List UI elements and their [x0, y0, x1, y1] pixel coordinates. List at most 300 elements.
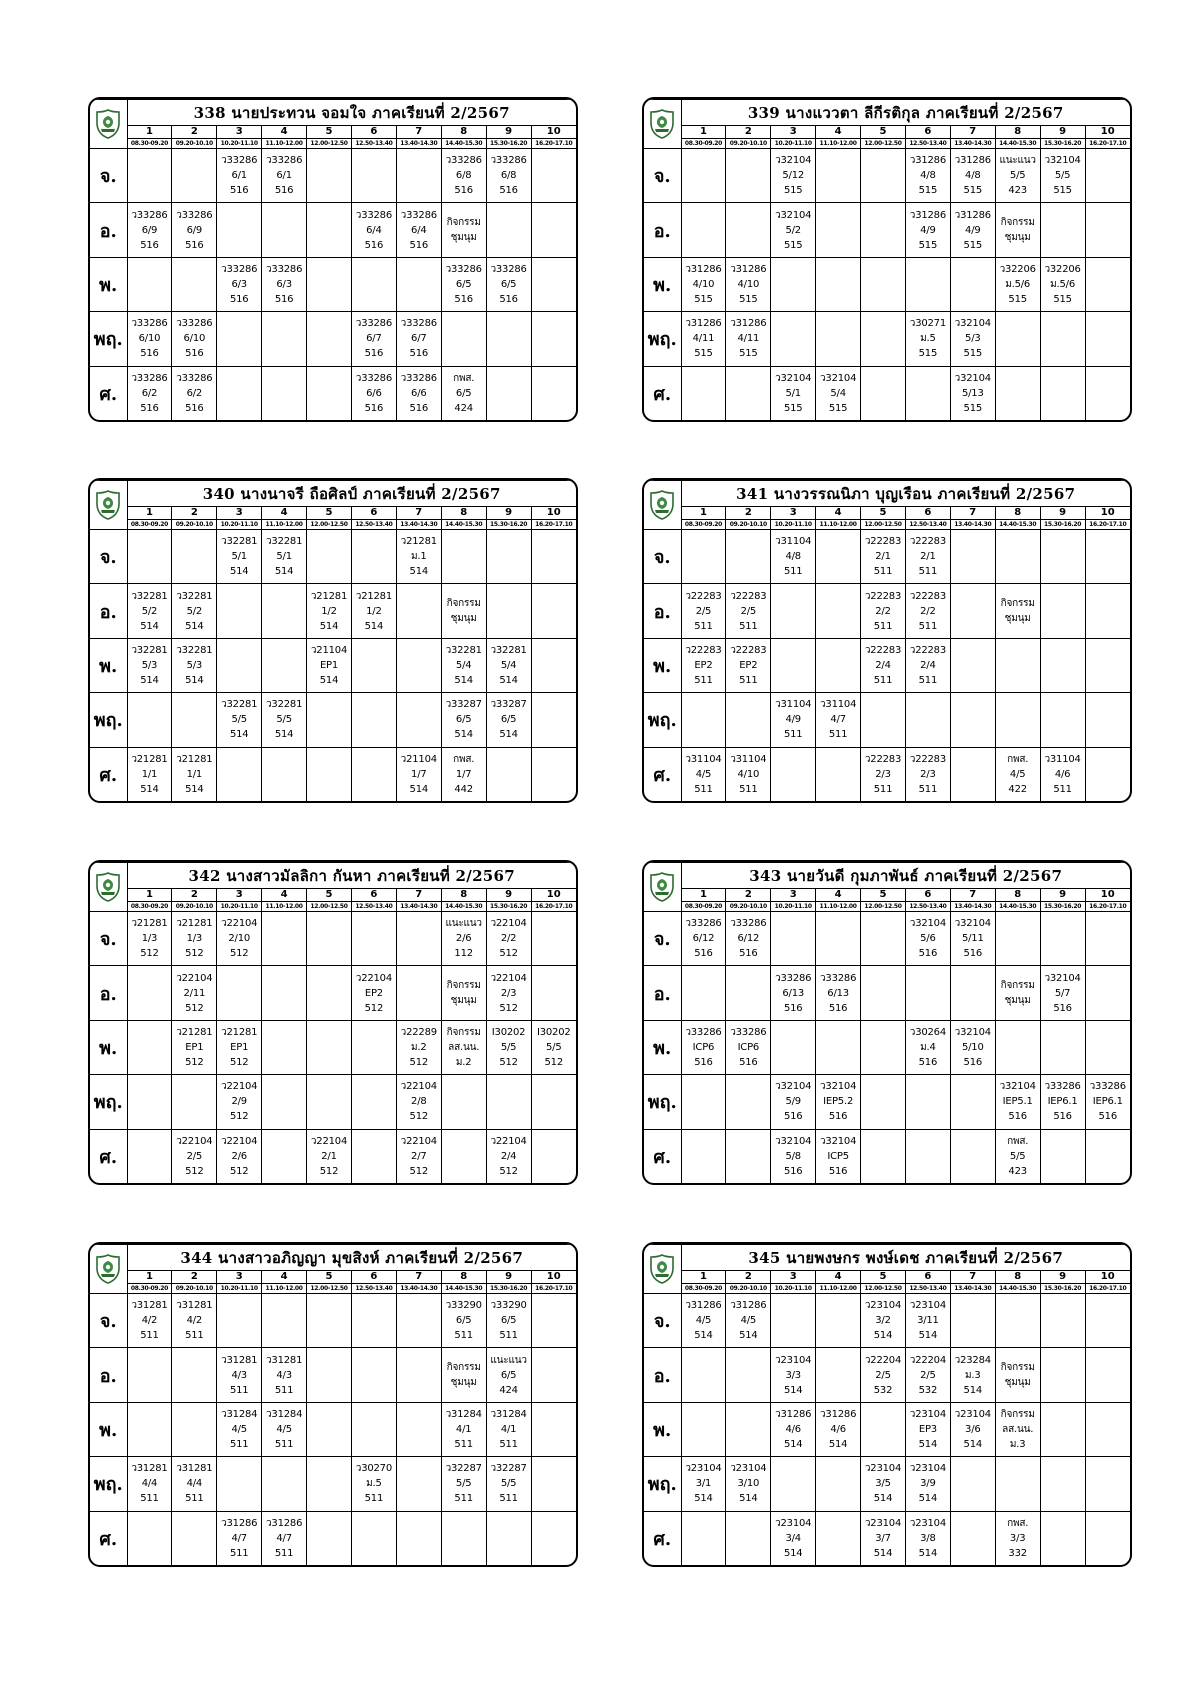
- cell-line: 514: [185, 675, 204, 687]
- schedule-cell: [486, 1348, 531, 1402]
- cell-line: 511: [918, 566, 938, 578]
- period-time: 13.40-14.30: [396, 139, 441, 149]
- cell-line: 4/5: [695, 1315, 712, 1327]
- cell-line: 424: [454, 402, 473, 414]
- schedule-cell: [307, 203, 352, 257]
- schedule-cell: [1040, 312, 1085, 366]
- schedule-cell: [905, 530, 950, 584]
- period-time: 14.40-15.30: [995, 139, 1040, 149]
- cell-line: 4/5: [695, 768, 712, 780]
- cell-line: 516: [783, 1111, 803, 1123]
- period-number: 3: [217, 889, 262, 902]
- schedule-cell: [905, 1402, 950, 1456]
- logo-cell: [90, 481, 127, 530]
- day-row: [90, 1020, 576, 1074]
- cell-line: ว22283: [730, 590, 767, 602]
- schedule-cell: [262, 1129, 307, 1183]
- cell-line: ว32281: [176, 645, 213, 657]
- schedule-cell: [1085, 1020, 1130, 1074]
- cell-line: 6/3: [231, 279, 247, 291]
- schedule-cell: [1040, 1129, 1085, 1183]
- schedule-cell: [441, 1511, 486, 1565]
- cell-line: 516: [454, 294, 473, 306]
- period-time: 14.40-15.30: [441, 520, 486, 530]
- schedule-cell: [441, 584, 486, 638]
- schedule-cell: [396, 203, 441, 257]
- schedule-cell: [262, 638, 307, 692]
- schedule-cell: [396, 1020, 441, 1074]
- cell-line: ว22104: [490, 1135, 527, 1147]
- cell-line: 5/3: [965, 333, 981, 345]
- cell-line: ว22104: [221, 1135, 258, 1147]
- cell-line: 4/9: [920, 224, 936, 236]
- cell-line: ว22104: [355, 972, 393, 984]
- cell-line: ว22104: [176, 972, 213, 984]
- period-number: 6: [351, 126, 396, 139]
- day-label: จ.: [90, 530, 127, 584]
- schedule-cell: [681, 1457, 726, 1511]
- cell-line: 2/10: [228, 933, 251, 945]
- schedule-cell: [1040, 1348, 1085, 1402]
- schedule-cell: [127, 366, 172, 420]
- cell-line: ว31281: [221, 1354, 258, 1366]
- schedule-cell: [816, 584, 861, 638]
- period-time: 12.00-12.50: [861, 1284, 906, 1294]
- schedule-cell: [396, 1457, 441, 1511]
- cell-line: ว21281: [131, 753, 168, 765]
- period-number: 8: [995, 126, 1040, 139]
- cell-line: ม.5/6: [1050, 279, 1075, 291]
- cell-line: 5/3: [141, 660, 158, 672]
- period-time: 08.30-09.20: [127, 902, 172, 912]
- schedule-cell: [307, 638, 352, 692]
- cell-line: ว31104: [730, 753, 767, 765]
- schedule-cell: [486, 1402, 531, 1456]
- cell-line: 6/10: [183, 333, 206, 345]
- cell-line: 512: [409, 1111, 429, 1123]
- cell-line: 514: [963, 1384, 983, 1396]
- schedule-cell: [995, 149, 1040, 203]
- cell-line: ว33286: [131, 372, 168, 384]
- cell-line: 4/8: [920, 170, 936, 182]
- period-time: 12.50-13.40: [905, 902, 950, 912]
- cell-line: 512: [185, 1002, 204, 1014]
- period-time: 11.10-12.00: [262, 520, 307, 530]
- cell-line: 4/1: [500, 1424, 517, 1436]
- day-row: [90, 584, 576, 638]
- period-number: 5: [861, 889, 906, 902]
- schedule-cell: [486, 149, 531, 203]
- cell-line: 514: [783, 1384, 803, 1396]
- schedule-cell: [681, 966, 726, 1020]
- schedule-cell: [217, 693, 262, 747]
- schedule-cell: [172, 1511, 217, 1565]
- day-row: [644, 747, 1130, 801]
- schedule-cell: [351, 1511, 396, 1565]
- schedule-cell: [816, 1129, 861, 1183]
- period-time: 09.20-10.10: [172, 902, 217, 912]
- period-time: 12.00-12.50: [307, 139, 352, 149]
- cell-line: 511: [694, 675, 713, 687]
- day-row: [644, 1020, 1130, 1074]
- schedule-cell: [681, 530, 726, 584]
- period-time: 12.00-12.50: [861, 902, 906, 912]
- cell-line: 516: [409, 348, 429, 360]
- day-row: [644, 584, 1130, 638]
- schedule-cell: [681, 638, 726, 692]
- day-row: [90, 1348, 576, 1402]
- cell-line: ว21104: [310, 645, 348, 657]
- day-row: [90, 530, 576, 584]
- cell-line: 1/7: [455, 768, 472, 780]
- schedule-cell: [486, 530, 531, 584]
- schedule-cell: [396, 966, 441, 1020]
- cell-line: 514: [694, 1493, 713, 1505]
- schedule-cell: [771, 312, 816, 366]
- cell-line: 4/7: [830, 714, 846, 726]
- schedule-cell: [995, 1457, 1040, 1511]
- cell-line: 4/7: [276, 1532, 292, 1544]
- cell-line: ว32281: [490, 645, 527, 657]
- schedule-cell: [1040, 912, 1085, 966]
- schedule-cell: [351, 1020, 396, 1074]
- cell-line: ว32104: [775, 1135, 812, 1147]
- cell-line: ว22283: [864, 590, 902, 602]
- day-row: [644, 1075, 1130, 1129]
- cell-line: 532: [873, 1384, 893, 1396]
- schedule-cell: [217, 257, 262, 311]
- schedule-cell: [307, 1020, 352, 1074]
- schedule-cell: [1085, 257, 1130, 311]
- schedule-cell: [307, 366, 352, 420]
- cell-line: 2/5: [695, 605, 712, 617]
- cell-line: 5/10: [961, 1042, 984, 1054]
- cell-line: ว22283: [685, 645, 722, 657]
- schedule-cell: [905, 312, 950, 366]
- schedule-cell: [441, 366, 486, 420]
- schedule-cell: [1040, 366, 1085, 420]
- timetable-title: 343 นายวันดี กุมภาพันธ์ ภาคเรียนที่ 2/2567: [681, 863, 1130, 889]
- cell-line: 4/6: [785, 1424, 801, 1436]
- period-time: 13.40-14.30: [950, 520, 995, 530]
- period-number: 3: [217, 126, 262, 139]
- period-time: 10.20-11.10: [771, 520, 816, 530]
- period-number: 2: [726, 1271, 771, 1284]
- cell-line: ว32206: [999, 264, 1036, 276]
- day-row: [644, 312, 1130, 366]
- schedule-cell: [531, 747, 576, 801]
- period-number: 5: [861, 507, 906, 520]
- cell-line: 511: [229, 1439, 249, 1451]
- cell-line: 514: [739, 1493, 758, 1505]
- period-time: 14.40-15.30: [441, 902, 486, 912]
- schedule-cell: [681, 1075, 726, 1129]
- period-time: 10.20-11.10: [771, 139, 816, 149]
- cell-line: ว32104: [954, 372, 991, 384]
- cell-line: 516: [140, 402, 159, 414]
- schedule-cell: [396, 257, 441, 311]
- cell-line: ว32281: [221, 536, 258, 548]
- period-time: 15.30-16.20: [486, 902, 531, 912]
- day-row: [90, 1511, 576, 1565]
- cell-line: 4/5: [276, 1424, 292, 1436]
- schedule-cell: [1085, 1294, 1130, 1348]
- schedule-cell: [726, 1294, 771, 1348]
- schedule-cell: [726, 203, 771, 257]
- cell-line: ว23104: [775, 1354, 812, 1366]
- cell-line: กพส.: [1007, 753, 1029, 765]
- schedule-cell: [816, 912, 861, 966]
- cell-line: 516: [140, 239, 159, 251]
- schedule-cell: [1085, 693, 1130, 747]
- schedule-cell: [531, 1511, 576, 1565]
- schedule-cell: [950, 1294, 995, 1348]
- schedule-cell: [486, 638, 531, 692]
- cell-line: 5/8: [785, 1150, 801, 1162]
- timetable-card: [642, 1242, 1132, 1567]
- cell-line: 2/5: [186, 1150, 203, 1162]
- schedule-cell: [351, 1457, 396, 1511]
- period-number: 4: [262, 1271, 307, 1284]
- schedule-cell: [771, 1075, 816, 1129]
- cell-line: IEP5.2: [823, 1096, 854, 1108]
- cell-line: 3/3: [1009, 1532, 1026, 1544]
- period-time: 09.20-10.10: [726, 1284, 771, 1294]
- period-time: 14.40-15.30: [441, 1284, 486, 1294]
- day-row: [90, 1402, 576, 1456]
- schedule-cell: [127, 1129, 172, 1183]
- schedule-cell: [307, 530, 352, 584]
- cell-line: ว31104: [1044, 753, 1081, 765]
- period-time: 09.20-10.10: [726, 902, 771, 912]
- cell-line: ว31286: [954, 155, 991, 167]
- schedule-cell: [441, 912, 486, 966]
- period-number: 4: [262, 507, 307, 520]
- cell-line: ว33286: [176, 318, 213, 330]
- cell-line: 511: [140, 1330, 159, 1342]
- schedule-cell: [262, 1348, 307, 1402]
- cell-line: 5/1: [231, 551, 247, 563]
- cell-line: ว21281: [355, 590, 393, 602]
- schedule-cell: [950, 203, 995, 257]
- cell-line: 6/5: [455, 387, 472, 399]
- schedule-cell: [1085, 1457, 1130, 1511]
- day-label: ศ.: [90, 1129, 127, 1183]
- cell-line: 516: [185, 402, 204, 414]
- cell-line: 515: [739, 294, 758, 306]
- period-number: 10: [531, 1271, 576, 1284]
- cell-line: 6/7: [411, 333, 427, 345]
- schedule-cell: [486, 312, 531, 366]
- cell-line: ว33286: [1089, 1081, 1126, 1093]
- schedule-cell: [396, 1511, 441, 1565]
- day-row: [644, 530, 1130, 584]
- cell-line: 1/3: [141, 933, 158, 945]
- cell-line: 5/3: [186, 660, 203, 672]
- schedule-cell: [396, 1075, 441, 1129]
- period-time: 15.30-16.20: [1040, 1284, 1085, 1294]
- cell-line: ว31284: [221, 1409, 258, 1421]
- schedule-cell: [127, 638, 172, 692]
- school-crest-icon: [95, 108, 121, 140]
- cell-line: ว22104: [400, 1081, 437, 1093]
- day-row: [644, 912, 1130, 966]
- schedule-cell: [995, 257, 1040, 311]
- schedule-cell: [681, 312, 726, 366]
- cell-line: ว33286: [490, 264, 527, 276]
- cell-line: 515: [918, 239, 938, 251]
- cell-line: 2/4: [875, 660, 891, 672]
- cell-line: 516: [963, 1057, 983, 1069]
- schedule-cell: [172, 966, 217, 1020]
- cell-line: ว22104: [490, 918, 527, 930]
- cell-line: ว22283: [864, 536, 902, 548]
- schedule-cell: [726, 530, 771, 584]
- cell-line: 516: [499, 294, 518, 306]
- period-number: 1: [681, 1271, 726, 1284]
- cell-line: 4/1: [455, 1424, 472, 1436]
- cell-line: ว31286: [730, 264, 767, 276]
- cell-line: ว31284: [490, 1409, 527, 1421]
- schedule-cell: [1040, 1020, 1085, 1074]
- cell-line: ว31286: [954, 209, 991, 221]
- cell-line: 332: [1008, 1547, 1027, 1559]
- cell-line: ว33286: [221, 264, 258, 276]
- cell-line: 512: [229, 1165, 249, 1177]
- cell-line: 4/5: [231, 1424, 247, 1436]
- cell-line: IEP6.1: [1092, 1096, 1123, 1108]
- schedule-cell: [531, 1457, 576, 1511]
- cell-line: กพส.: [453, 372, 475, 384]
- day-row: [90, 1294, 576, 1348]
- schedule-cell: [1085, 1129, 1130, 1183]
- cell-line: 511: [873, 566, 893, 578]
- cell-line: ว33286: [685, 1027, 722, 1039]
- cell-line: กิจกรรม: [446, 598, 481, 610]
- cell-line: ว31104: [820, 699, 857, 711]
- period-time: 12.50-13.40: [351, 902, 396, 912]
- schedule-cell: [726, 966, 771, 1020]
- schedule-cell: [995, 747, 1040, 801]
- cell-line: กิจกรรม: [1000, 1362, 1035, 1374]
- cell-line: 5/5: [1009, 1150, 1026, 1162]
- schedule-cell: [726, 257, 771, 311]
- day-label: อ.: [90, 1348, 127, 1402]
- schedule-cell: [816, 530, 861, 584]
- cell-line: ว23104: [909, 1409, 947, 1421]
- period-number: 9: [486, 507, 531, 520]
- period-number: 2: [172, 507, 217, 520]
- schedule-cell: [905, 1075, 950, 1129]
- schedule-cell: [950, 912, 995, 966]
- cell-line: ว21281: [131, 918, 168, 930]
- period-time: 10.20-11.10: [217, 902, 262, 912]
- school-crest-icon: [649, 108, 675, 140]
- schedule-cell: [441, 1020, 486, 1074]
- cell-line: 511: [499, 1439, 518, 1451]
- cell-line: 516: [229, 185, 249, 197]
- schedule-cell: [816, 1075, 861, 1129]
- cell-line: ว23104: [685, 1463, 722, 1475]
- schedule-cell: [486, 1294, 531, 1348]
- cell-line: 1/3: [186, 933, 203, 945]
- schedule-cell: [950, 257, 995, 311]
- day-label: จ.: [644, 149, 681, 203]
- schedule-cell: [726, 1348, 771, 1402]
- cell-line: 3/6: [965, 1424, 981, 1436]
- schedule-cell: [995, 1294, 1040, 1348]
- schedule-cell: [172, 638, 217, 692]
- period-time: 10.20-11.10: [217, 520, 262, 530]
- cell-line: ว32104: [775, 1081, 812, 1093]
- cell-line: 514: [499, 675, 518, 687]
- school-crest-icon: [95, 871, 121, 903]
- schedule-cell: [905, 912, 950, 966]
- cell-line: 514: [918, 1493, 938, 1505]
- day-label: อ.: [644, 1348, 681, 1402]
- cell-line: ชุมนุม: [450, 995, 477, 1007]
- cell-line: กิจกรรม: [446, 980, 481, 992]
- day-label: พฤ.: [644, 693, 681, 747]
- schedule-cell: [486, 912, 531, 966]
- cell-line: 6/5: [500, 1315, 517, 1327]
- period-time: 12.00-12.50: [307, 902, 352, 912]
- period-number: 4: [816, 126, 861, 139]
- cell-line: 516: [499, 185, 518, 197]
- schedule-cell: [726, 1129, 771, 1183]
- cell-line: ว33286: [355, 372, 393, 384]
- schedule-cell: [441, 1294, 486, 1348]
- cell-line: 442: [454, 783, 473, 795]
- day-label: ศ.: [644, 366, 681, 420]
- day-label: ศ.: [644, 747, 681, 801]
- period-time: 16.20-17.10: [531, 520, 576, 530]
- cell-line: ว22283: [909, 645, 947, 657]
- period-time: 13.40-14.30: [950, 139, 995, 149]
- schedule-cell: [861, 366, 906, 420]
- cell-line: 6/3: [276, 279, 292, 291]
- period-time: 14.40-15.30: [995, 1284, 1040, 1294]
- schedule-cell: [771, 1457, 816, 1511]
- schedule-cell: [726, 149, 771, 203]
- period-number: 10: [1085, 126, 1130, 139]
- cell-line: กิจกรรม: [446, 1362, 481, 1374]
- schedule-cell: [905, 203, 950, 257]
- schedule-cell: [307, 966, 352, 1020]
- cell-line: 2/1: [875, 551, 891, 563]
- cell-line: 4/11: [692, 333, 715, 345]
- period-number: 10: [1085, 1271, 1130, 1284]
- schedule-cell: [1040, 638, 1085, 692]
- cell-line: 515: [1053, 294, 1072, 306]
- cell-line: 2/5: [920, 1369, 936, 1381]
- period-number: 3: [217, 1271, 262, 1284]
- period-time: 08.30-09.20: [127, 1284, 172, 1294]
- cell-line: 3/7: [875, 1532, 891, 1544]
- cell-line: 512: [229, 948, 249, 960]
- schedule-cell: [262, 1020, 307, 1074]
- period-time: 11.10-12.00: [816, 139, 861, 149]
- schedule-cell: [486, 584, 531, 638]
- period-number: 7: [950, 889, 995, 902]
- schedule-cell: [1040, 693, 1085, 747]
- period-number: 10: [1085, 507, 1130, 520]
- period-number: 1: [681, 507, 726, 520]
- period-number: 5: [307, 507, 352, 520]
- cell-line: ว33286: [266, 264, 303, 276]
- day-label: ศ.: [90, 366, 127, 420]
- schedule-cell: [1085, 966, 1130, 1020]
